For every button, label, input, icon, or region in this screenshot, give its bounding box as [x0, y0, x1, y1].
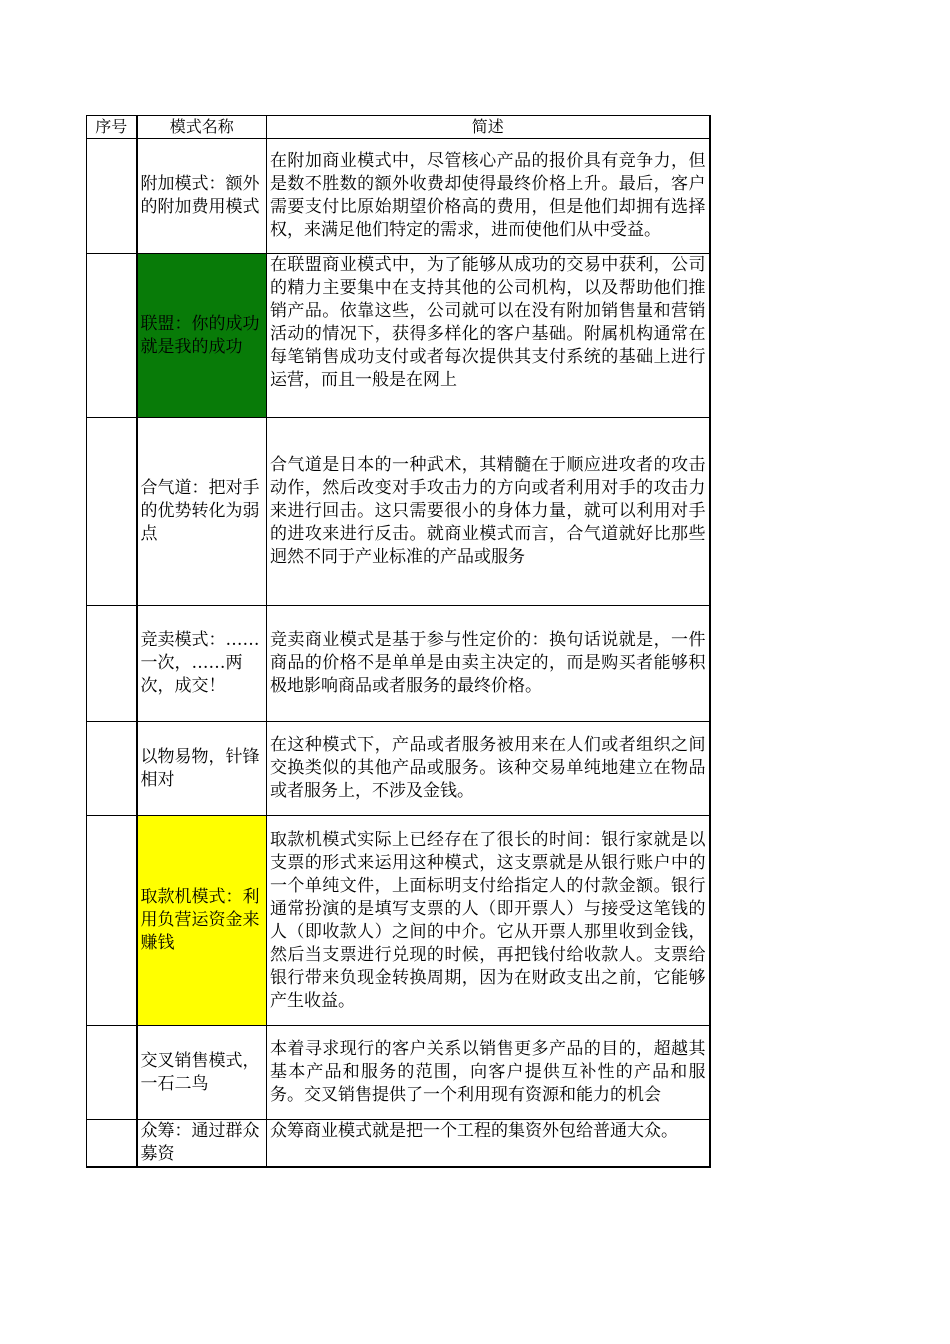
row-index-cell[interactable] — [87, 254, 137, 418]
table-row — [87, 722, 710, 816]
model-name-cell[interactable]: 以物易物，针锋相对 — [137, 722, 267, 816]
table-row — [87, 139, 710, 254]
model-name-cell[interactable]: 竞卖模式：……一次，……两次，成交！ — [137, 606, 267, 722]
model-description-cell[interactable]: 众筹商业模式就是把一个工程的集资外包给普通大众。 — [267, 1120, 710, 1168]
row-index-cell[interactable] — [87, 1120, 137, 1168]
row-index-cell[interactable] — [87, 418, 137, 606]
header-name[interactable]: 模式名称 — [137, 116, 267, 139]
model-description-cell[interactable]: 本着寻求现行的客户关系以销售更多产品的目的，超越其基本产品和服务的范围，向客户提供互补性的产品和服务。交叉销售提供了一个利用现有资源和能力的机会 — [267, 1026, 710, 1120]
model-name-cell[interactable]: 联盟：你的成功就是我的成功 — [137, 254, 267, 418]
table-row — [87, 816, 710, 1026]
model-description-cell[interactable]: 在这种模式下，产品或者服务被用来在人们或者组织之间交换类似的其他产品或服务。该种交易单纯地建立在物品或者服务上，不涉及金钱。 — [267, 722, 710, 816]
table-row — [87, 418, 710, 606]
business-model-table — [86, 115, 711, 1168]
row-index-cell[interactable] — [87, 139, 137, 254]
model-description-cell[interactable]: 合气道是日本的一种武术，其精髓在于顺应进攻者的攻击动作，然后改变对手攻击力的方向或者利用对手的攻击力来进行回击。这只需要很小的身体力量，就可以利用对手的进攻来进行反击。就商业模式而言，合气道就好比那些迥然不同于产业标准的产品或服务 — [267, 418, 710, 606]
model-description-cell[interactable]: 竞卖商业模式是基于参与性定价的：换句话说就是，一件商品的价格不是单单是由卖主决定的，而是购买者能够积极地影响商品或者服务的最终价格。 — [267, 606, 710, 722]
row-index-cell[interactable] — [87, 816, 137, 1026]
header-description[interactable]: 简述 — [267, 116, 710, 139]
row-index-cell[interactable] — [87, 722, 137, 816]
header-index[interactable]: 序号 — [87, 116, 137, 139]
model-description-cell[interactable]: 取款机模式实际上已经存在了很长的时间：银行家就是以支票的形式来运用这种模式，这支票就是从银行账户中的一个单纯文件，上面标明支付给指定人的付款金额。银行通常扮演的是填写支票的人（即开票人）与接受这笔钱的人（即收款人）之间的中介。它从开票人那里收到金钱，然后当支票进行兑现的时候，再把钱付给收款人。支票给银行带来负现金转换周期，因为在财政支出之前，它能够产生收益。 — [267, 816, 710, 1026]
table-row — [87, 1026, 710, 1120]
model-name-cell[interactable]: 众筹：通过群众募资 — [137, 1120, 267, 1168]
model-name-cell[interactable]: 交叉销售模式，一石二鸟 — [137, 1026, 267, 1120]
model-description-cell[interactable]: 在附加商业模式中，尽管核心产品的报价具有竞争力，但是数不胜数的额外收费却使得最终价格上升。最后，客户需要支付比原始期望价格高的费用，但是他们却拥有选择权，来满足他们特定的需求，进而使他们从中受益。 — [267, 139, 710, 254]
model-name-cell[interactable]: 合气道：把对手的优势转化为弱点 — [137, 418, 267, 606]
row-index-cell[interactable] — [87, 1026, 137, 1120]
table-row — [87, 606, 710, 722]
row-index-cell[interactable] — [87, 606, 137, 722]
table-row — [87, 254, 710, 418]
table-row — [87, 1120, 710, 1168]
model-name-cell[interactable]: 取款机模式：利用负营运资金来赚钱 — [137, 816, 267, 1026]
model-description-cell[interactable]: 在联盟商业模式中，为了能够从成功的交易中获利，公司的精力主要集中在支持其他的公司机构，以及帮助他们推销产品。依靠这些，公司就可以在没有附加销售量和营销活动的情况下，获得多样化的客户基础。附属机构通常在每笔销售成功支付或者每次提供其支付系统的基础上进行运营，而且一般是在网上 — [267, 254, 710, 418]
header-row — [87, 116, 710, 139]
model-name-cell[interactable]: 附加模式：额外的附加费用模式 — [137, 139, 267, 254]
